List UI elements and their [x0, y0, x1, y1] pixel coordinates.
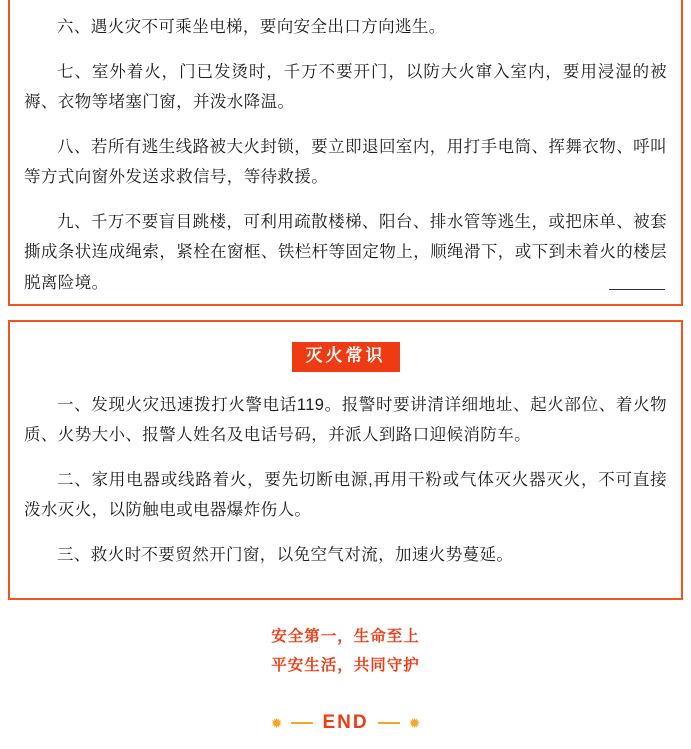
flower-left-icon: ✹ — [270, 715, 283, 731]
paragraph-six: 六、遇火灾不可乘坐电梯，要向安全出口方向逃生。 — [57, 18, 446, 36]
section-end-rule — [609, 289, 665, 290]
escape-tips-panel — [8, 0, 683, 306]
end-label: END — [322, 712, 369, 733]
slogan-line-1: 安全第一，生命至上 — [271, 628, 420, 645]
dash-left-icon — [291, 722, 313, 724]
section-heading-badge: 灭火常识 — [292, 342, 400, 372]
slogan — [0, 622, 691, 681]
section-heading-wrap — [24, 342, 667, 372]
paragraph-nine: 九、千万不要盲目跳楼，可利用疏散楼梯、阳台、排水管等逃生，或把床单、被套撕成条状连成绳索，紧栓在窗框、铁栏杆等固定物上，顺绳滑下，或下到未着火的楼层脱离险境。 — [24, 212, 667, 292]
end-mark — [0, 712, 691, 734]
paragraph-eight: 八、若所有逃生线路被大火封锁，要立即退回室内，用打手电筒、挥舞衣物、呼叫等方式向窗外发送求救信号，等待救援。 — [24, 137, 667, 187]
escape-tips-content — [24, 2, 667, 298]
paragraph-three: 三、救火时不要贸然开门窗，以免空气对流，加速火势蔓延。 — [57, 545, 514, 564]
paragraph-seven: 七、室外着火，门已发烫时，千万不要开门，以防大火窜入室内，要用浸湿的被褥、衣物等堵塞门窗，并泼水降温。 — [24, 62, 667, 112]
firefighting-knowledge-panel — [8, 320, 683, 600]
paragraph-two: 二、家用电器或线路着火，要先切断电源,再用干粉或气体灭火器灭火，不可直接泼水灭火，以防触电或电器爆炸伤人。 — [24, 470, 667, 520]
paragraph-one: 一、发现火灾迅速拨打火警电话119。报警时要讲清详细地址、起火部位、着火物质、火势大小、报警人姓名及电话号码，并派人到路口迎候消防车。 — [24, 395, 667, 445]
flower-right-icon: ✹ — [408, 715, 421, 731]
dash-right-icon — [378, 722, 400, 724]
slogan-line-2: 平安生活，共同守护 — [271, 657, 420, 675]
